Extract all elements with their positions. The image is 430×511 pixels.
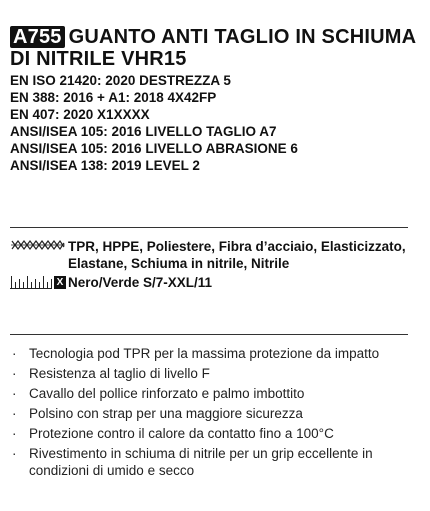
feature-text: Rivestimento in schiuma di nitrile per un grip eccellente in condizioni di umido e secco xyxy=(29,446,373,478)
product-title-block xyxy=(10,26,420,70)
product-title: GUANTO ANTI TAGLIO IN SCHIUMA DI NITRILE VHR15 xyxy=(10,26,416,70)
divider-top xyxy=(10,227,408,228)
product-header xyxy=(10,26,420,174)
bullet: · xyxy=(12,426,17,441)
colors-sizes-row xyxy=(10,274,420,291)
norm-line: ANSI/ISEA 138: 2019 LEVEL 2 xyxy=(10,158,200,173)
feature-text: Resistenza al taglio di livello F xyxy=(29,366,210,381)
bullet: · xyxy=(12,446,17,461)
product-code-badge: A755 xyxy=(10,26,65,48)
divider-bottom xyxy=(10,334,408,335)
feature-text: Tecnologia pod TPR per la massima protezione da impatto xyxy=(29,346,380,361)
features-list xyxy=(10,345,422,482)
list-item xyxy=(10,345,422,362)
bullet: · xyxy=(12,346,17,361)
feature-text: Cavallo del pollice rinforzato e palmo imbottito xyxy=(29,386,305,401)
norm-line: EN 407: 2020 X1XXXX xyxy=(10,107,150,122)
list-item xyxy=(10,425,422,442)
feature-text: Protezione contro il calore da contatto fino a 100°C xyxy=(29,426,334,441)
bullet: · xyxy=(12,386,17,401)
ruler-icon xyxy=(10,276,52,289)
list-item xyxy=(10,385,422,402)
bullet: · xyxy=(12,366,17,381)
norm-line: ANSI/ISEA 105: 2016 LIVELLO ABRASIONE 6 xyxy=(10,141,298,156)
fabric-weave-icon xyxy=(10,238,68,254)
list-item xyxy=(10,365,422,382)
size-ruler-icon xyxy=(10,274,68,290)
norm-line: EN 388: 2016 + A1: 2018 4X42FP xyxy=(10,90,217,105)
colors-sizes-text: Nero/Verde S/7-XXL/11 xyxy=(68,275,213,290)
materials-text: TPR, HPPE, Poliestere, Fibra d’acciaio, Elasticizzato, Elastane, Schiuma in nitrile, Nitrile xyxy=(68,239,406,271)
materials-row xyxy=(10,238,420,272)
spec-block xyxy=(10,238,420,291)
list-item xyxy=(10,445,422,479)
norm-line: EN ISO 21420: 2020 DESTREZZA 5 xyxy=(10,73,231,88)
size-badge: X xyxy=(54,276,66,289)
bullet: · xyxy=(12,406,17,421)
norms-list xyxy=(10,72,420,174)
list-item xyxy=(10,405,422,422)
feature-text: Polsino con strap per una maggiore sicurezza xyxy=(29,406,303,421)
norm-line: ANSI/ISEA 105: 2016 LIVELLO TAGLIO A7 xyxy=(10,124,277,139)
